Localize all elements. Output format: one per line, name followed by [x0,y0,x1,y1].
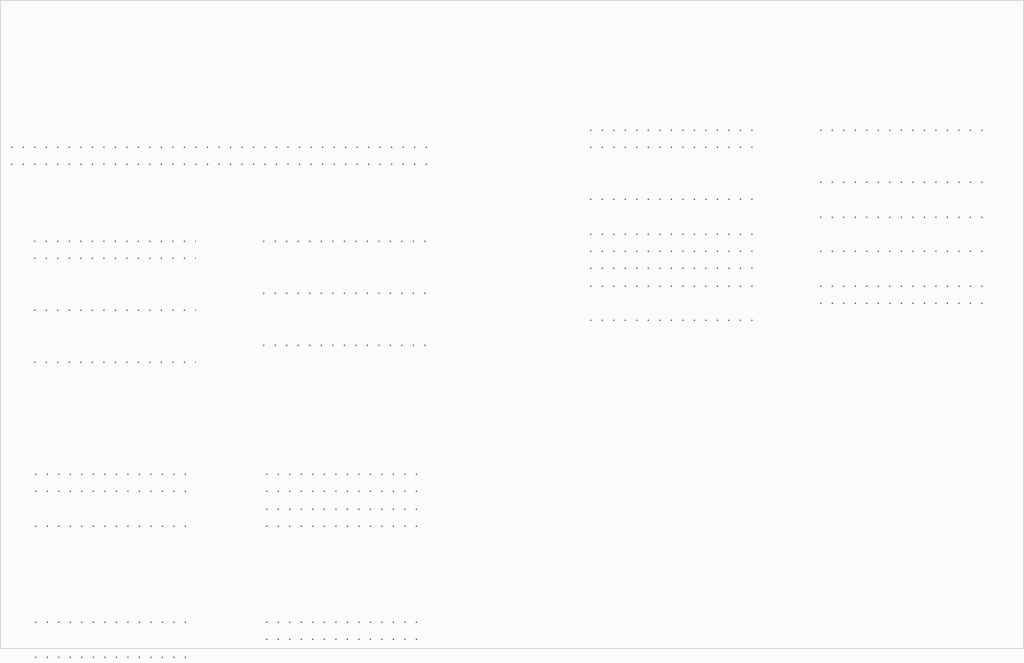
leader-dots [589,257,753,274]
toc-entry[interactable] [563,275,777,292]
leader-dots [589,119,753,136]
leader-dots [589,136,753,153]
toc-entry[interactable] [8,515,220,532]
toc-entry[interactable] [563,240,777,257]
toc-entry[interactable] [243,282,451,299]
toc-entry[interactable] [12,351,220,368]
toc-entry-vorwort[interactable] [8,136,451,153]
leader-dots [589,309,753,326]
toc-entry[interactable] [12,247,220,264]
leader-dots [265,498,427,515]
toc-entry[interactable] [239,480,451,497]
toc-entry[interactable] [793,275,1007,292]
leader-dots [34,646,196,663]
leader-dots [33,230,196,247]
toc-entry[interactable] [12,299,220,316]
leader-dots [34,480,196,497]
toc-entry[interactable] [243,230,451,247]
leader-dots [262,230,427,247]
toc-entry[interactable] [563,136,777,153]
toc-entry[interactable] [239,515,451,532]
leader-dots [589,188,753,205]
toc-entry[interactable] [239,628,451,645]
leader-dots [262,334,427,351]
leader-dots [819,292,983,309]
leader-dots [10,153,427,170]
toc-entry[interactable] [239,611,451,628]
toc-entry[interactable] [239,463,451,480]
leader-dots [819,206,983,223]
leader-dots [265,628,427,645]
toc-entry[interactable] [793,292,1007,309]
toc-entry[interactable] [8,463,220,480]
leader-dots [10,136,427,153]
toc-entry[interactable] [239,498,451,515]
leader-dots [34,611,196,628]
leader-dots [819,240,983,257]
leader-dots [34,515,196,532]
toc-entry[interactable] [563,119,777,136]
toc-entry[interactable] [793,240,1007,257]
toc-entry[interactable] [563,257,777,274]
toc-entry[interactable] [8,646,220,663]
leader-dots [265,611,427,628]
leader-dots [265,463,427,480]
toc-entry[interactable] [563,223,777,240]
toc-entry[interactable] [8,611,220,628]
leader-dots [819,171,983,188]
leader-dots [265,480,427,497]
leader-dots [589,223,753,240]
toc-entry[interactable] [793,119,1007,136]
toc-entry[interactable] [563,188,777,205]
toc-entry[interactable] [793,206,1007,223]
toc-entry[interactable] [563,309,777,326]
leader-dots [34,463,196,480]
leader-dots [265,515,427,532]
leader-dots [589,240,753,257]
leader-dots [33,299,196,316]
toc-entry[interactable] [243,334,451,351]
leader-dots [33,247,196,264]
toc-entry[interactable] [793,171,1007,188]
toc-entry[interactable] [8,480,220,497]
leader-dots [589,275,753,292]
leader-dots [262,282,427,299]
leader-dots [819,119,983,136]
leader-dots [819,275,983,292]
toc-entry-liebe-leser[interactable] [8,153,451,170]
leader-dots [33,351,196,368]
toc-entry[interactable] [12,230,220,247]
